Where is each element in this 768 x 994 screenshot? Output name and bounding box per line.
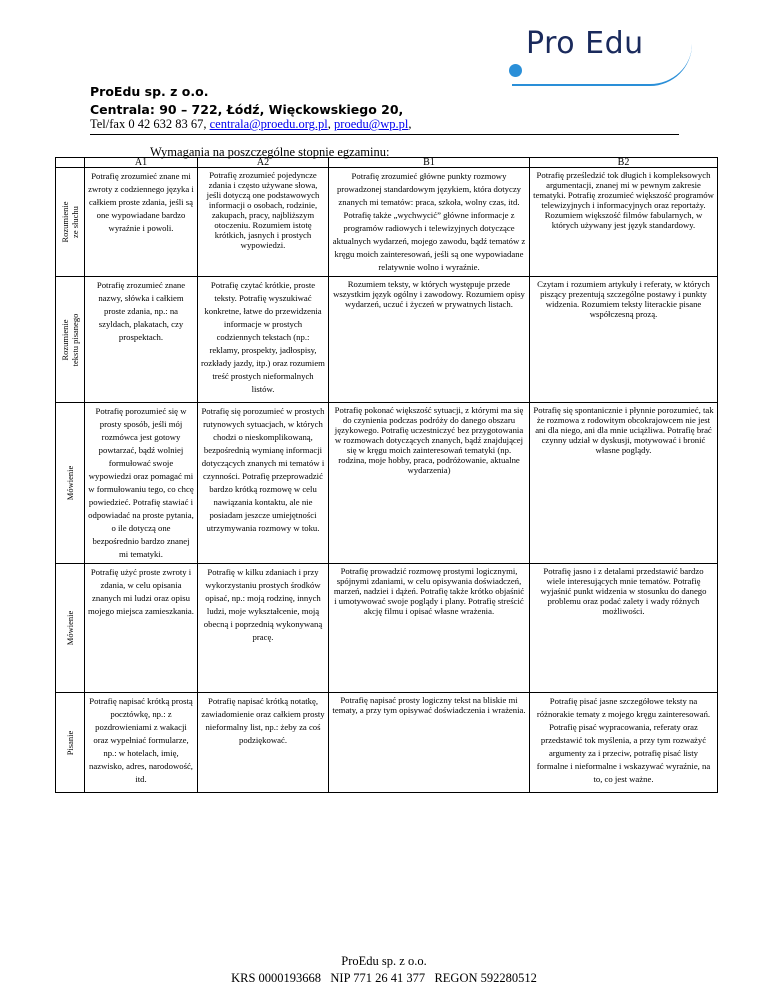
cell-listening-b1: Potrafię zrozumieć główne punkty rozmowy prowadzonej standardowym językiem, która dotyczy znanych mi tematów: praca, szkoła, wolny czas, itd. Potrafię także „wychwycić” główne informacje z programów radiowych i telewizyjnych dotyczące aktualnych wydarzeń, mojego zawodu, bądź tematów z kręgu moich zainteresowań, jeśli są one wypowiadane relatywnie wolno i wyraźnie.: [329, 168, 530, 277]
column-header-b2: B2: [530, 158, 718, 168]
cell-listening-a1: Potrafię zrozumieć znane mi zwroty z codziennego języka i całkiem proste zdania, jeśli są one wypowiadane bardzo wyraźnie i powoli.: [85, 168, 198, 277]
email-link-wp[interactable]: proedu@wp.pl: [334, 117, 409, 131]
row-label-speaking-interaction: Mówienie: [65, 465, 75, 501]
cell-speaking-interaction-a2: Potrafię się porozumieć w prostych rutynowych sytuacjach, w których chodzi o nieskomplikowaną, bezpośrednią wymianę informacji dotyczących znanych mi tematów i czynności. Potrafię przeprowadzić bardzo krótką rozmowę w celu nawiązania kontaktu, ale nie posiadam jeszcze umiejętności utrzymywania rozmowy w toku.: [198, 403, 329, 564]
cell-speaking-interaction-a1: Potrafię porozumieć się w prosty sposób, jeśli mój rozmówca jest gotowy powtarzać, bądź wolniej formułować swoje wypowiedzi oraz pomagać mi w formułowaniu tego, co chcę powiedzieć. Potrafię stawiać i odpowiadać na proste pytania, o ile dotyczą one bezpośrednio bardzo znanej mi tematyki.: [85, 403, 198, 564]
company-header: [90, 83, 403, 119]
cell-listening-a2: Potrafię zrozumieć pojedyncze zdania i często używane słowa, jeśli dotyczą one podstawowych informacji o osobach, rodzinie, zakupach, pracy, najbliższym otoczeniu. Rozumiem istotę krótkich, jasnych i prostych wypowiedzi.: [198, 168, 329, 277]
table-header-row: [56, 158, 718, 168]
company-contact: [90, 117, 412, 132]
table-row-speaking-interaction: [56, 403, 718, 564]
row-label-reading: Rozumienie tekstu pisanego: [60, 313, 80, 366]
cell-speaking-production-b1: Potrafię prowadzić rozmowę prostymi logicznymi, spójnymi zdaniami, w celu opisywania doświadczeń, marzeń, nadziei i dążeń. Potrafię także krótko objaśnić i umotywować swoje poglądy i plany. Potrafię streścić akcję filmu i opisać własne wrażenia.: [329, 564, 530, 693]
cell-speaking-production-a1: Potrafię użyć proste zwroty i zdania, w celu opisania znanych mi ludzi oraz opisu mojego miejsca zamieszkania.: [85, 564, 198, 693]
column-header-a1: A1: [85, 158, 198, 168]
header-corner: [56, 158, 85, 168]
page-heading: Wymagania na poszczególne stopnie egzaminu:: [150, 145, 390, 159]
row-label-cell: [56, 693, 85, 793]
cell-speaking-interaction-b1: Potrafię pokonać większość sytuacji, z którymi ma się do czynienia podczas podróży do danego obszaru językowego. Potrafię uczestniczyć bez przygotowania w rozmowach dotyczących znanych, bądź znajdującej się w kręgu moich zainteresowań tematyki (np. rodzina, moje hobby, praca, podróżowanie, aktualne wydarzenia): [329, 403, 530, 564]
column-header-b1: B1: [329, 158, 530, 168]
cell-speaking-production-a2: Potrafię w kilku zdaniach i przy wykorzystaniu prostych środków opisać, np.: moją rodzinę, innych ludzi, moje wykształcenie, moją obecną i poprzednią wykonywaną pracę.: [198, 564, 329, 693]
proedu-logo: [506, 26, 736, 80]
cell-writing-a2: Potrafię napisać krótką notatkę, zawiadomienie oraz całkiem prosty nieformalny list, np.: żeby za coś podziękować.: [198, 693, 329, 793]
cell-writing-b1: Potrafię napisać prosty logiczny tekst na bliskie mi tematy, a przy tym opisywać doświadczenia i wrażenia.: [329, 693, 530, 793]
contact-end: ,: [408, 117, 412, 131]
company-name: ProEdu sp. z o.o.: [90, 84, 209, 99]
row-label-speaking-production: Mówienie: [65, 610, 75, 646]
page-footer: [0, 953, 768, 987]
cell-writing-a1: Potrafię napisać krótką prostą pocztówkę, np.: z pozdrowieniami z wakacji oraz wypełniać formularze, np.: w hotelach, imię, nazwisko, adres, narodowość, itd.: [85, 693, 198, 793]
row-label-cell: [56, 403, 85, 564]
table-row-reading: [56, 277, 718, 403]
column-header-a2: A2: [198, 158, 329, 168]
cell-reading-b2: Czytam i rozumiem artykuły i referaty, w których piszący prezentują szczególne postawy i punkty widzenia. Rozumiem teksty literackie pisane współczesną prozą.: [530, 277, 718, 403]
table-row-listening: [56, 168, 718, 277]
phone-text: Tel/fax 0 42 632 83 67,: [90, 117, 210, 131]
table-row-writing: [56, 693, 718, 793]
footer-company: ProEdu sp. z o.o.: [341, 954, 427, 968]
cell-reading-a2: Potrafię czytać krótkie, proste teksty. Potrafię wyszukiwać konkretne, łatwe do przewidzenia informacje w prostych codziennych tekstach (np.: reklamy, prospekty, jadłospisy, rozkłady jazdy, itp.) oraz rozumiem treść prostych nieformalnych listów.: [198, 277, 329, 403]
row-label-cell: [56, 564, 85, 693]
cell-reading-b1: Rozumiem teksty, w których występuje przede wszystkim język ogólny i zawodowy. Rozumiem opisy wydarzeń, uczuć i życzeń w prywatnych listach.: [329, 277, 530, 403]
cell-reading-a1: Potrafię zrozumieć znane nazwy, słówka i całkiem proste zdania, np.: na szyldach, plakatach, czy prospektach.: [85, 277, 198, 403]
row-label-cell: [56, 277, 85, 403]
footer-registry: KRS 0000193668 NIP 771 26 41 377 REGON 592280512: [231, 971, 537, 985]
table-row-speaking-production: [56, 564, 718, 693]
email-link-centrala[interactable]: centrala@proedu.org.pl: [209, 117, 328, 131]
cell-writing-b2: Potrafię pisać jasne szczegółowe teksty na różnorakie tematy z mojego kręgu zainteresowań. Potrafię pisać wypracowania, referaty oraz przedstawić tok myślenia, a przy tym rozważyć argumenty za i przeciw, potrafię pisać listy formalne i nieformalne i wskazywać wyraźnie, na to, co jest ważne.: [530, 693, 718, 793]
requirements-table: [55, 157, 718, 793]
cell-listening-b2: Potrafię prześledzić tok długich i kompleksowych argumentacji, znanej mi w pewnym zakresie tematyki. Potrafię zrozumieć większość programów telewizyjnych i informacyjnych oraz reportaży. Rozumiem większość filmów fabularnych, w których używany jest język standardowy.: [530, 168, 718, 277]
logo-text: Pro Edu: [526, 26, 644, 61]
cell-speaking-production-b2: Potrafię jasno i z detalami przedstawić bardzo wiele interesujących mnie tematów. Potrafię wyjaśnić punkt widzenia w stosunku do danego problemu oraz podać zalety i wady różnych możliwości.: [530, 564, 718, 693]
row-label-cell: [56, 168, 85, 277]
row-label-listening: Rozumienie ze słuchu: [60, 201, 80, 243]
logo-dot-icon: [509, 64, 522, 77]
cell-speaking-interaction-b2: Potrafię się spontanicznie i płynnie porozumieć, tak że rozmowa z rodowitym obcokrajowcem nie jest ani dla niego, ani dla mnie uciążliwa. Potrafię brać czynny udział w dyskusji, motywować i bronić własne poglądy.: [530, 403, 718, 564]
row-label-writing: Pisanie: [65, 730, 75, 755]
company-address: Centrala: 90 – 722, Łódź, Więckowskiego 20,: [90, 102, 404, 117]
contact-separator: ,: [327, 117, 335, 131]
header-divider: [90, 134, 679, 135]
